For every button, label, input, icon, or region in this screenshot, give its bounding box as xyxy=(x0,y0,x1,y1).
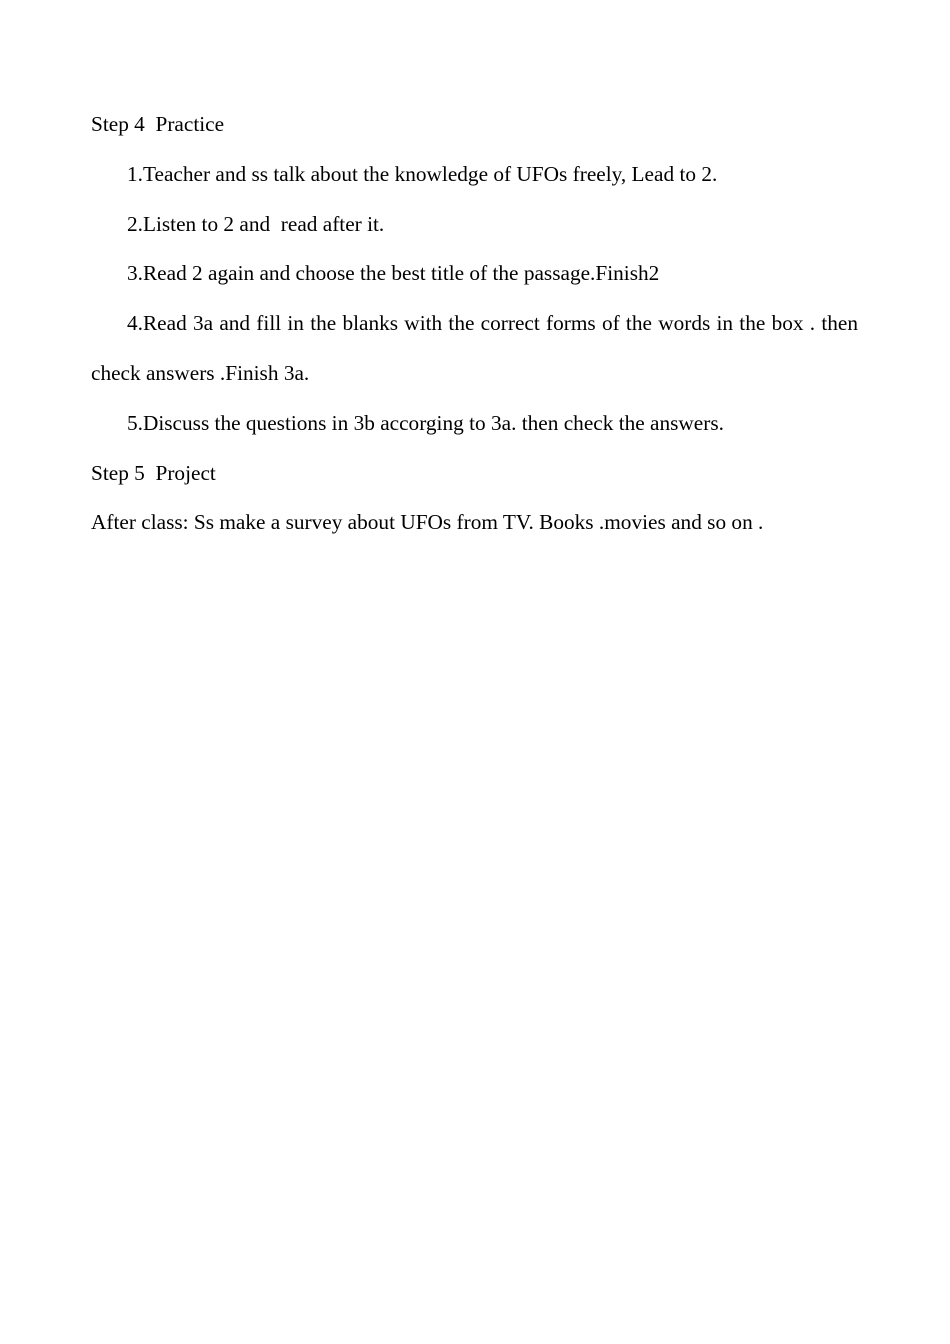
step5-heading: Step 5 Project xyxy=(91,460,216,485)
step4-heading: Step 4 Practice xyxy=(91,112,225,136)
practice-item-2: 2.Listen to 2 and read after it. xyxy=(127,211,385,236)
practice-item-3: 3.Read 2 again and choose the best title of the passage.Finish2 xyxy=(127,261,660,286)
practice-item-4: 4.Read 3a and fill in the blanks with the correct forms of the words in the box . then check answers .Finish 3a. xyxy=(91,311,858,385)
practice-item-1: 1.Teacher and ss talk about the knowledge of UFOs freely, Lead to 2. xyxy=(127,161,718,186)
after-class-text: After class: Ss make a survey about UFOs from TV. Books .movies and so on . xyxy=(91,510,764,535)
document-body xyxy=(91,100,858,548)
practice-item-5: 5.Discuss the questions in 3b accorging to 3a. then check the answers. xyxy=(127,410,724,435)
